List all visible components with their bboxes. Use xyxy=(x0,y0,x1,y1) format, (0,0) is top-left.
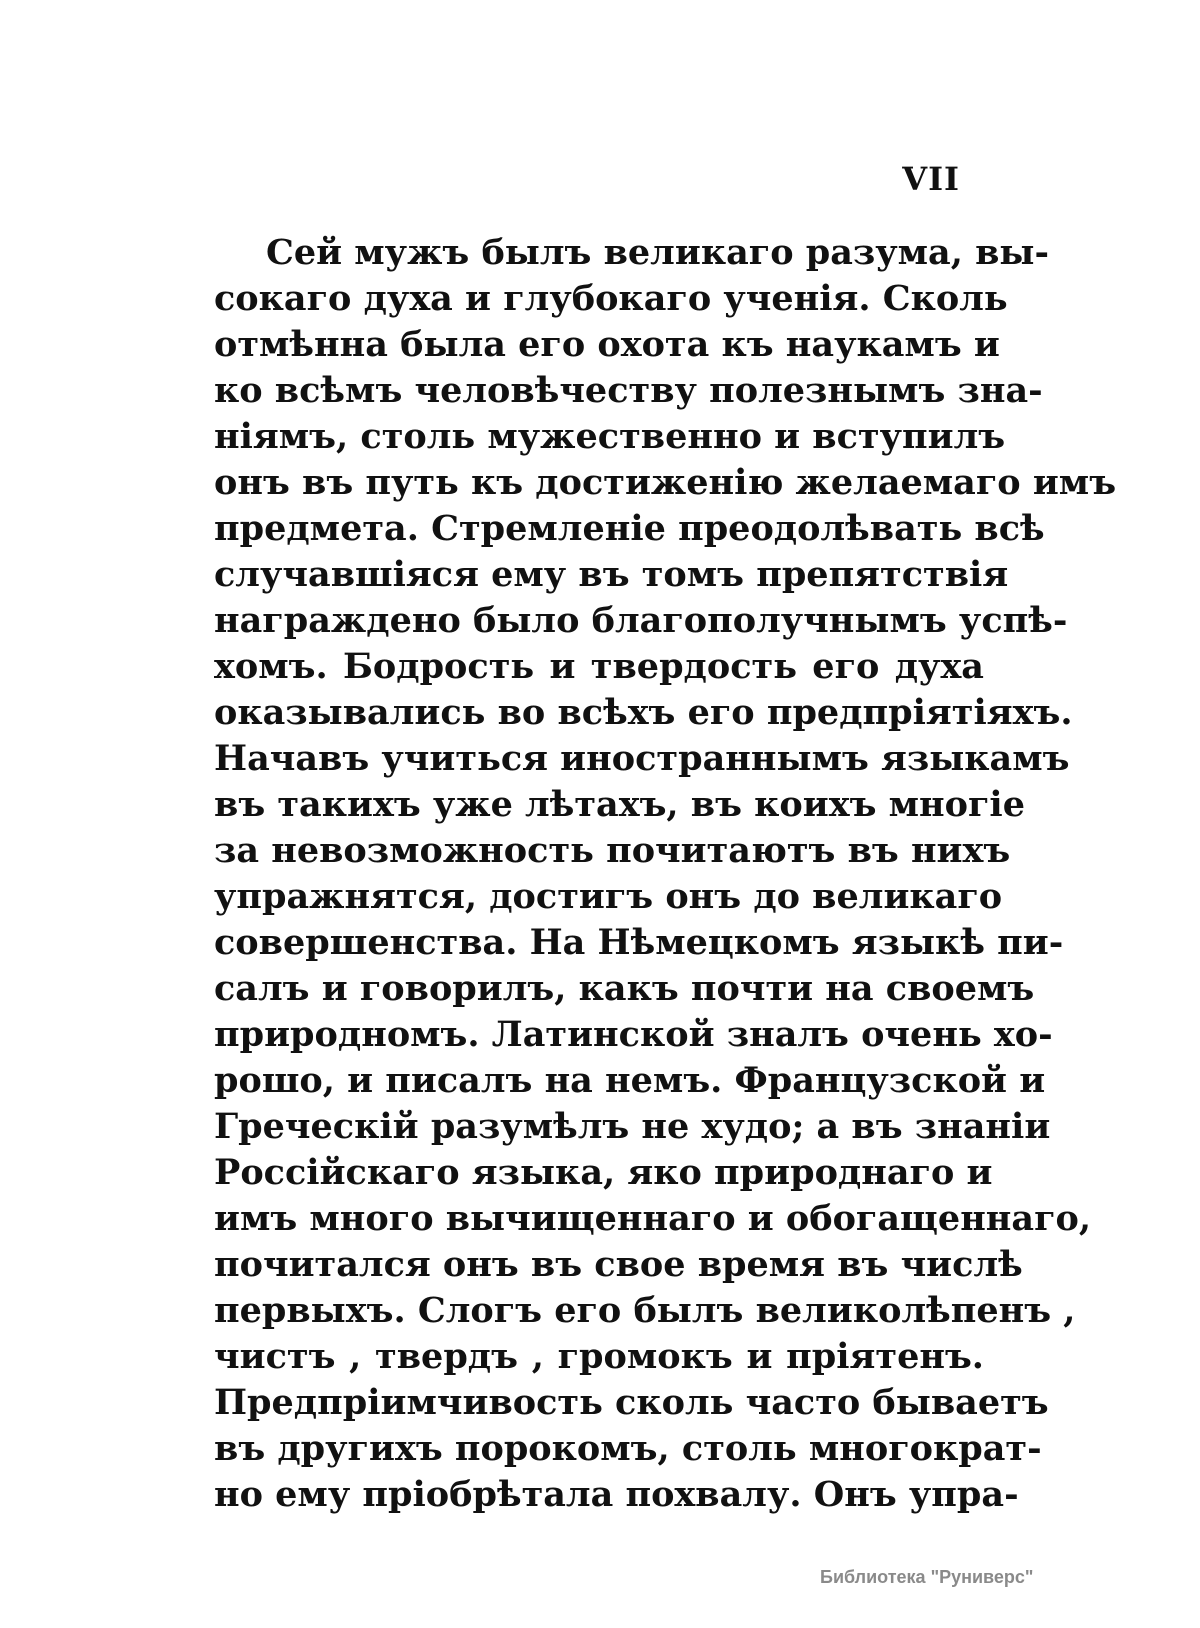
text-line: ко всѣмъ человѣчеству полезнымъ зна- xyxy=(214,370,1043,411)
text-line: сокаго духа и глубокаго ученія. Сколь xyxy=(214,278,1008,319)
text-line: хомъ. Бодрость и твердость его духа xyxy=(214,646,984,687)
text-line: Начавъ учиться иностраннымъ языкамъ xyxy=(214,738,1070,779)
text-line: ніямъ, столь мужественно и вступилъ xyxy=(214,416,1006,457)
text-line: онъ въ путь къ достиженію желаемаго имъ xyxy=(214,462,1117,503)
text-line: награждено было благополучнымъ успѣ- xyxy=(214,600,1068,641)
text-line: имъ много вычищеннаго и обогащеннаго, xyxy=(214,1198,1092,1239)
text-line: совершенства. На Нѣмецкомъ языкѣ пи- xyxy=(214,922,1064,963)
text-line: въ такихъ уже лѣтахъ, въ коихъ многіе xyxy=(214,784,1025,825)
text-line: за невозможность почитаютъ въ нихъ xyxy=(214,830,1011,871)
body-text xyxy=(214,230,1117,1518)
text-line: почитался онъ въ свое время въ числѣ xyxy=(214,1244,1023,1285)
text-line: Греческій разумѣлъ не худо; а въ знаніи xyxy=(214,1106,1051,1147)
page-number: VII xyxy=(902,160,960,198)
text-line: отмѣнна была его охота къ наукамъ и xyxy=(214,324,1000,365)
text-line: первыхъ. Слогъ его былъ великолѣпенъ , xyxy=(214,1290,1076,1331)
library-watermark: Библиотека "Руниверс" xyxy=(820,1567,1034,1587)
text-line: чистъ , твердъ , громокъ и пріятенъ. xyxy=(214,1336,984,1377)
text-line: Предпріимчивость сколь часто бываетъ xyxy=(214,1382,1049,1423)
text-line: въ другихъ порокомъ, столь многократ- xyxy=(214,1428,1042,1469)
text-line: Сей мужъ былъ великаго разума, вы- xyxy=(266,232,1050,273)
text-line: упражнятся, достигъ онъ до великаго xyxy=(214,876,1003,917)
text-line: предмета. Стремленіе преодолѣвать всѣ xyxy=(214,508,1045,549)
text-line: салъ и говорилъ, какъ почти на своемъ xyxy=(214,968,1035,1009)
text-line: рошо, и писалъ на немъ. Французской и xyxy=(214,1060,1046,1101)
text-line: оказывались во всѣхъ его предпріятіяхъ. xyxy=(214,692,1073,733)
text-line: Россійскаго языка, яко природнаго и xyxy=(214,1152,993,1193)
text-line: случавшіяся ему въ томъ препятствія xyxy=(214,554,1009,595)
text-line: но ему пріобрѣтала похвалу. Онъ упра- xyxy=(214,1474,1019,1515)
text-line: природномъ. Латинской зналъ очень хо- xyxy=(214,1014,1053,1055)
